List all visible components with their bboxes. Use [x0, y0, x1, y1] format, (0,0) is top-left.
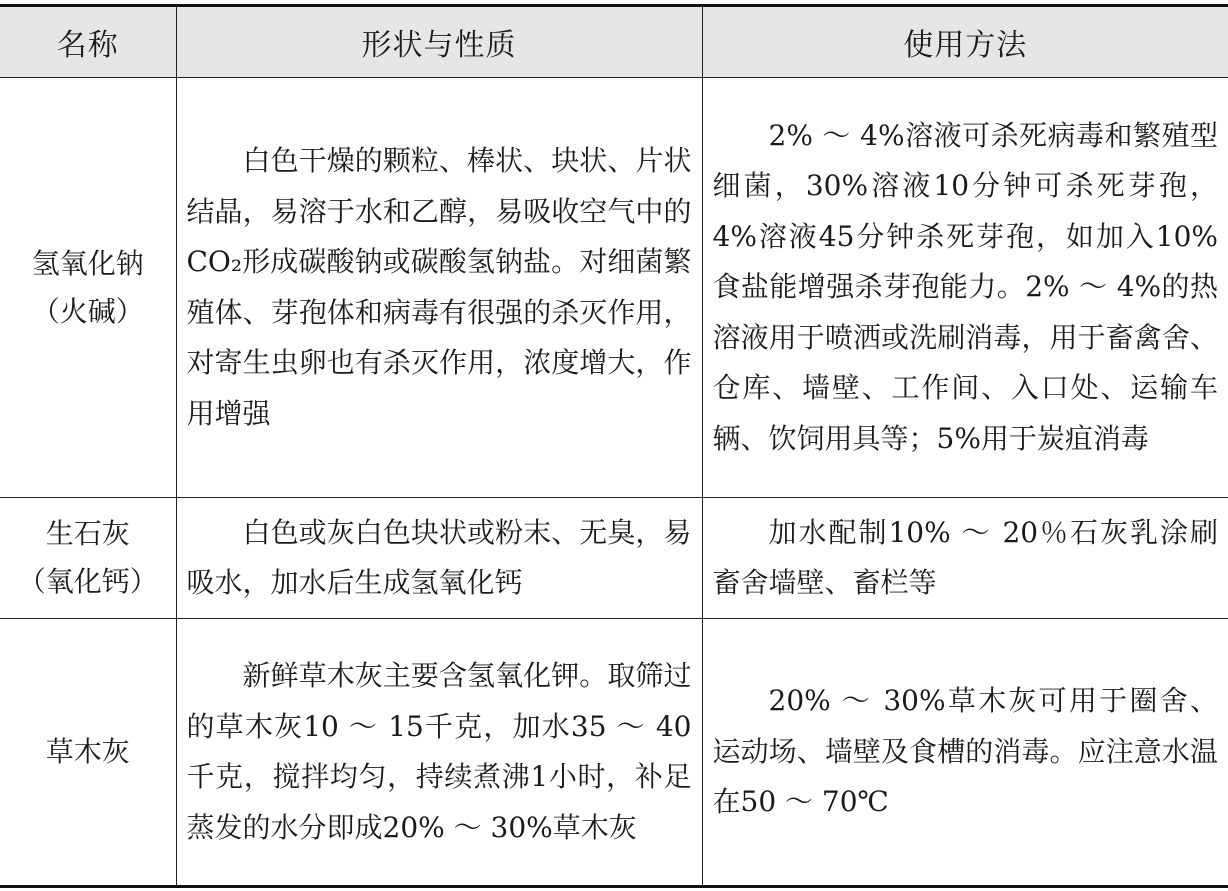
usage-text: 2% ～ 4%溶液可杀死病毒和繁殖型细菌，30%溶液10分钟可杀死芽孢，4%溶液45分钟杀死芽孢，如加入10%食盐能增强杀芽孢能力。2% ～ 4%的热溶液用于喷洒或洗刷消毒，用于畜禽舍、仓库、墙壁、工作间、入口处、运输车辆、饮饲用具等；5%用于炭疽消毒 [712, 118, 1218, 455]
item-name: 生石灰 [45, 517, 130, 550]
table-row [0, 498, 1228, 619]
header-name: 名称 [0, 6, 176, 78]
disinfectant-table [0, 4, 1228, 888]
properties-text: 白色或灰白色块状或粉末、无臭，易吸水，加水后生成氢氧化钙 [186, 515, 692, 599]
properties-text: 新鲜草木灰主要含氢氧化钾。取筛过的草木灰10 ～ 15千克，加水35 ～ 40千克，搅拌均匀，持续煮沸1小时，补足蒸发的水分即成20% ～ 30%草木灰 [186, 659, 692, 844]
properties-cell [176, 498, 702, 619]
usage-cell [702, 78, 1228, 498]
item-alias: （火碱） [31, 294, 144, 328]
usage-cell [702, 619, 1228, 887]
name-cell [0, 78, 176, 498]
header-properties: 形状与性质 [176, 6, 702, 78]
name-cell [0, 498, 176, 619]
usage-text: 加水配制10% ～ 20％石灰乳涂刷畜舍墙壁、畜栏等 [712, 515, 1218, 599]
properties-cell [176, 619, 702, 887]
properties-cell [176, 78, 702, 498]
name-cell [0, 619, 176, 887]
table-row [0, 78, 1228, 498]
item-alias: （氧化钙） [17, 565, 158, 598]
usage-cell [702, 498, 1228, 619]
header-usage: 使用方法 [702, 6, 1228, 78]
item-name: 氢氧化钠 [31, 246, 144, 280]
header-row [0, 6, 1228, 78]
properties-text: 白色干燥的颗粒、棒状、块状、片状结晶，易溶于水和乙醇，易吸收空气中的CO₂形成碳酸钠或碳酸氢钠盐。对细菌繁殖体、芽孢体和病毒有很强的杀灭作用，对寄生虫卵也有杀灭作用，浓度增大，作用增强 [186, 144, 692, 430]
usage-text: 20% ～ 30%草木灰可用于圈舍、运动场、墙壁及食槽的消毒。应注意水温在50 ～ 70℃ [712, 684, 1218, 819]
table-row [0, 619, 1228, 887]
item-name: 草木灰 [45, 735, 130, 768]
